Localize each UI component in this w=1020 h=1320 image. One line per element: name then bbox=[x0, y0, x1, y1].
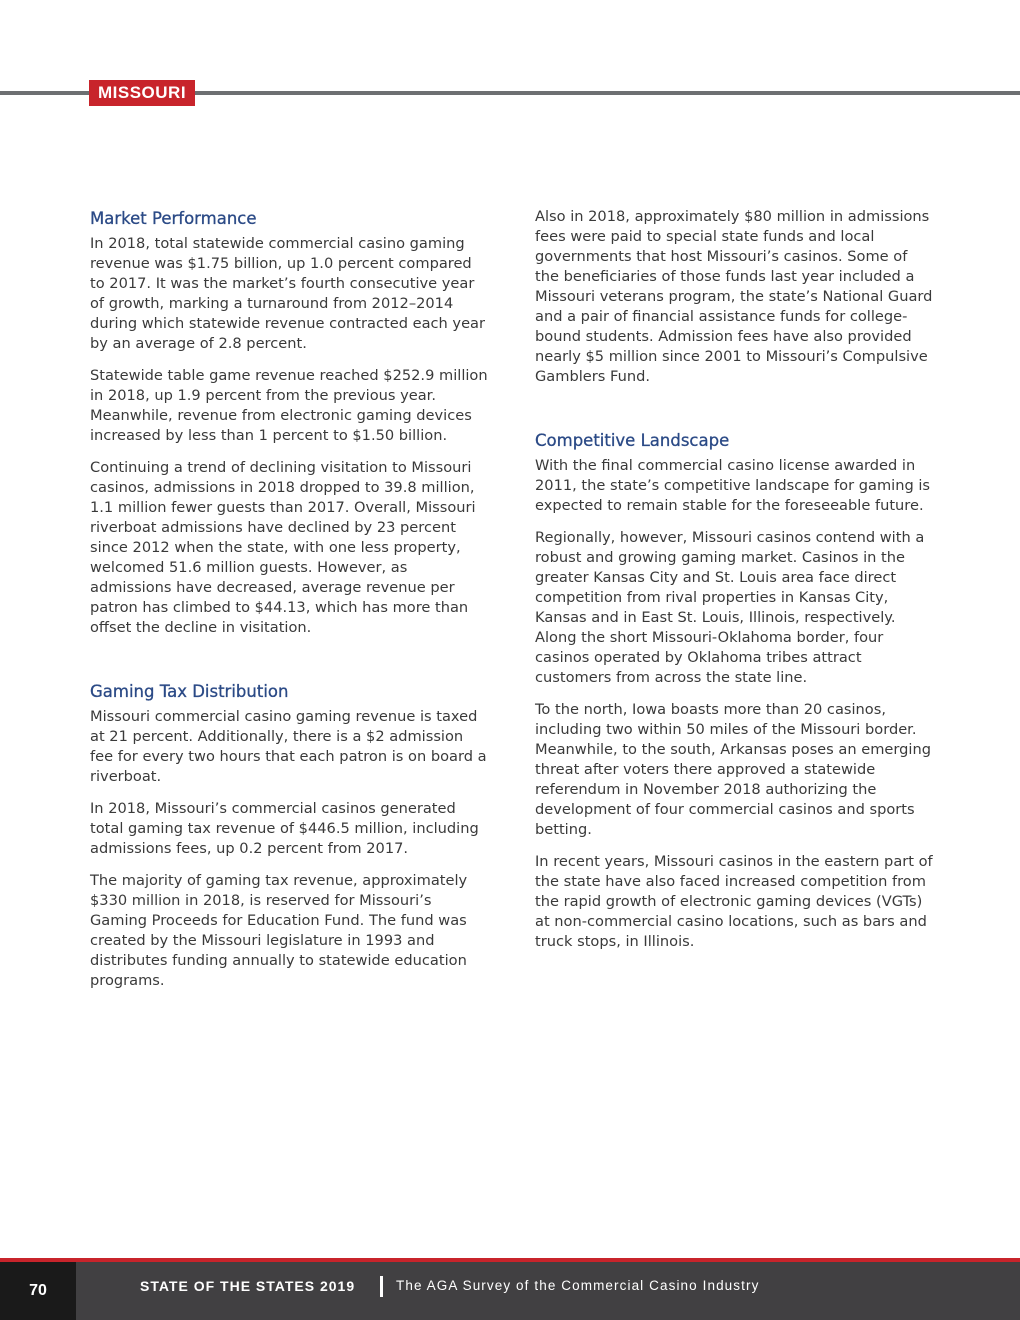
section-competitive-landscape bbox=[535, 429, 935, 952]
section-heading: Competitive Landscape bbox=[535, 431, 730, 450]
paragraph: Continuing a trend of declining visitation to Missouri casinos, admissions in 2018 dropped to 39.8 million, 1.1 million fewer guests than 2017. Overall, Missouri riverboat admissions have declined by 23 percent since 2012 when the state, with one less property, welcomed 51.6 million guests. However, as admissions have decreased, average revenue per patron has climbed to $44.13, which has more than offset the decline in visitation. bbox=[90, 459, 476, 636]
footer-subtitle: The AGA Survey of the Commercial Casino Industry bbox=[396, 1278, 760, 1293]
paragraph: Regionally, however, Missouri casinos contend with a robust and growing gaming market. Casinos in the greater Kansas City and St. Louis area face direct competition from rival properties in Kansas City, Kansas and in East St. Louis, Illinois, respectively. Along the short Missouri-Oklahoma border, four casinos operated by Oklahoma tribes attract customers from across the state line. bbox=[535, 529, 925, 686]
paragraph: In recent years, Missouri casinos in the eastern part of the state have also faced increased competition from the rapid growth of electronic gaming devices (VGTs) at non-commercial casino locations, such as bars and truck stops, in Illinois. bbox=[535, 853, 933, 950]
right-column bbox=[535, 207, 935, 964]
state-label: MISSOURI bbox=[89, 80, 195, 106]
paragraph: In 2018, Missouri’s commercial casinos generated total gaming tax revenue of $446.5 million, including admissions fees, up 0.2 percent from 2017. bbox=[90, 800, 479, 857]
paragraph: Missouri commercial casino gaming revenue is taxed at 21 percent. Additionally, there is a $2 admission fee for every two hours that each patron is on board a riverboat. bbox=[90, 708, 487, 785]
section-heading: Gaming Tax Distribution bbox=[90, 682, 289, 701]
footer-title: STATE OF THE STATES 2019 bbox=[140, 1278, 356, 1294]
paragraph: The majority of gaming tax revenue, approximately $330 million in 2018, is reserved for Missouri’s Gaming Proceeds for Education Fund. The fund was created by the Missouri legislature in 1993 and distributes funding annually to statewide education programs. bbox=[90, 872, 468, 989]
footer-divider bbox=[380, 1276, 383, 1297]
page-number: 70 bbox=[0, 1262, 76, 1320]
paragraph: To the north, Iowa boasts more than 20 casinos, including two within 50 miles of the Missouri border. Meanwhile, to the south, Arkansas poses an emerging threat after voters there approved a statewide referendum in November 2018 authorizing the development of four commercial casinos and sports betting. bbox=[535, 701, 931, 838]
section-market-performance bbox=[90, 207, 490, 638]
section-gaming-tax-distribution bbox=[90, 680, 490, 991]
paragraph: In 2018, total statewide commercial casino gaming revenue was $1.75 billion, up 1.0 percent compared to 2017. It was the market’s fourth consecutive year of growth, marking a turnaround from 2012–2014 during which statewide revenue contracted each year by an average of 2.8 percent. bbox=[90, 235, 485, 352]
paragraph: With the final commercial casino license awarded in 2011, the state’s competitive landscape for gaming is expected to remain stable for the foreseeable future. bbox=[535, 457, 931, 514]
left-column bbox=[90, 207, 490, 1003]
paragraph: Statewide table game revenue reached $252.9 million in 2018, up 1.9 percent from the previous year. Meanwhile, revenue from electronic gaming devices increased by less than 1 percent to $1.50 billion. bbox=[90, 367, 488, 444]
section-admissions-fees bbox=[535, 207, 935, 387]
paragraph: Also in 2018, approximately $80 million in admissions fees were paid to special state funds and local governments that host Missouri’s casinos. Some of the beneficiaries of those funds last year included a Missouri veterans program, the state’s National Guard and a pair of financial assistance funds for college-bound students. Admission fees have also provided nearly $5 million since 2001 to Missouri’s Compulsive Gamblers Fund. bbox=[535, 208, 933, 385]
section-heading: Market Performance bbox=[90, 209, 257, 228]
